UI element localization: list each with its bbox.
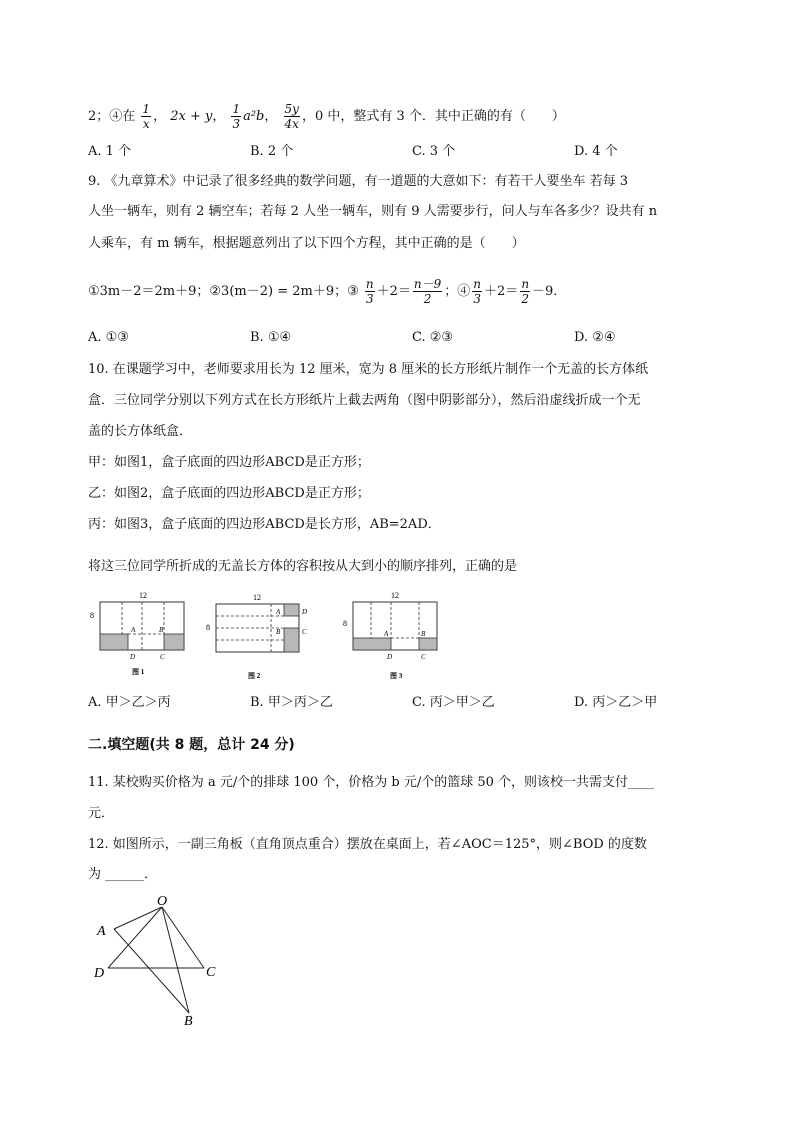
q11-line-1: 11. 某校购买价格为 a 元/个的排球 100 个，价格为 b 元/个的篮球 50 个，则该校一共需支付____ (88, 775, 655, 790)
q9-option-b: B. ①④ (250, 330, 292, 345)
q9-equations: ①3m－2＝2m＋9；②3(m－2) = 2m＋9；③ $\frac{n}{3}$ ＋2＝ $\frac{n-9}{2}$ ；④ $\frac{n}{3}$ ＋2＝ $\frac{n}{2}$ －9． (88, 277, 567, 306)
figure-1 (90, 591, 184, 676)
section-title: 二.填空题(共 8 题，总计 24 分) (88, 737, 295, 753)
q8-option-c: C. 3 个 (412, 144, 456, 159)
fig2-label-b: B (276, 628, 281, 636)
fraction-1-over-x: $\frac{1}{x}$ (142, 102, 151, 131)
q10-line-6: 丙：如图3，盒子底面的四边形ABCD是长方形，AB=2AD． (88, 517, 441, 532)
q10-option-b: B. 甲＞丙＞乙 (250, 695, 333, 710)
q12-line-1: 12. 如图所示，一副三角板（直角顶点重合）摆放在桌面上，若∠AOC＝125°，则∠BOD 的度数 (88, 837, 647, 852)
fraction-1-over-3: $\frac{1}{3}$ (232, 102, 241, 131)
fig2-label-a: A (276, 608, 281, 616)
q10-option-c: C. 丙＞甲＞乙 (412, 695, 495, 710)
fig1-width-label: 8 (90, 611, 94, 620)
q8-statement: 2；④在 $\frac{1}{x}$ ， 2x + y， $\frac{1}{3}$ a²b， $\frac{5y}{4x}$ ，0 中，整式有 3 个．其中正确的有（ ） (88, 102, 565, 131)
q9-option-c: C. ②③ (412, 330, 454, 345)
fig3-length-label: 12 (391, 591, 399, 600)
fig3-label-b: B (421, 630, 426, 638)
point-b-label: B (184, 1014, 193, 1029)
fig1-caption: 图 1 (132, 668, 145, 676)
figure-3 (343, 591, 437, 680)
q10-line-2: 盒．三位同学分别以下列方式在长方形纸片上截去两角（图中阴影部分），然后沿虚线折成一个无 (88, 393, 641, 408)
q11-line-2: 元． (88, 806, 115, 821)
fig2-label-d: D (302, 608, 308, 616)
q8-option-a: A. 1 个 (88, 144, 132, 159)
q9-option-a: A. ①③ (88, 330, 129, 345)
q9-option-d: D. ②④ (574, 330, 616, 345)
q10-option-d: D. 丙＞乙＞甲 (574, 695, 658, 710)
figure-2 (206, 593, 307, 680)
fig2-length-label: 12 (253, 593, 261, 602)
point-a-label: A (97, 924, 106, 939)
fig2-caption: 图 2 (248, 672, 261, 680)
q12-figure (88, 895, 228, 1030)
eq3-rhs-fraction: $\frac{n-9}{2}$ (413, 277, 442, 306)
fig3-width-label: 8 (343, 619, 347, 628)
q10-line-4: 甲：如图1，盒子底面的四边形ABCD是正方形； (88, 455, 370, 470)
fig1-label-d: D (130, 653, 136, 661)
point-d-label: D (94, 966, 105, 981)
q9-line-3: 人乘车，有 m 辆车，根据题意列出了以下四个方程，其中正确的是（ ） (88, 236, 525, 251)
q10-line-3: 盖的长方体纸盒． (88, 424, 193, 439)
fig3-label-a: A (384, 630, 389, 638)
q10-figures (86, 590, 456, 682)
point-c-label: C (206, 965, 216, 980)
fig1-label-b: B (159, 626, 164, 634)
q8-option-b: B. 2 个 (250, 144, 294, 159)
point-o-label: O (157, 895, 168, 909)
q9-line-2: 人坐一辆车，则有 2 辆空车；若每 2 人坐一辆车，则有 9 人需要步行，问人与车各多少？设共有 n (88, 204, 658, 219)
q8-option-d: D. 4 个 (574, 144, 618, 159)
fig2-label-c: C (302, 628, 307, 636)
q9-options (88, 329, 728, 347)
fraction-5y-over-4x: $\frac{5y}{4x}$ (284, 102, 299, 131)
q10-option-a: A. 甲＞乙＞丙 (88, 695, 171, 710)
eq3-lhs-fraction: $\frac{n}{3}$ (365, 277, 374, 306)
eq4-lhs-fraction: $\frac{n}{3}$ (473, 277, 482, 306)
q10-line-1: 10. 在课题学习中，老师要求用长为 12 厘米，宽为 8 厘米的长方形纸片制作一个无盖的长方体纸 (88, 362, 649, 377)
fig1-label-c: C (160, 653, 165, 661)
fig1-length-label: 12 (139, 591, 147, 600)
q10-line-7: 将这三位同学所折成的无盖长方体的容积按从大到小的顺序排列，正确的是 (88, 559, 518, 574)
fig3-caption: 图 3 (390, 672, 403, 680)
fig3-label-c: C (421, 653, 426, 661)
q12-line-2: 为 ______． (88, 867, 158, 882)
q8-options (88, 143, 728, 161)
q10-line-5: 乙：如图2，盒子底面的四边形ABCD是正方形； (88, 486, 370, 501)
q10-options (88, 694, 728, 712)
q9-line-1: 9. 《九章算术》中记录了很多经典的数学问题，有一道题的大意如下：有若干人要坐车 若每 3 (88, 174, 629, 189)
fig2-width-label: 8 (206, 623, 210, 632)
eq4-rhs-fraction: $\frac{n}{2}$ (521, 277, 530, 306)
fig3-label-d: D (387, 653, 393, 661)
fig1-label-a: A (131, 626, 136, 634)
